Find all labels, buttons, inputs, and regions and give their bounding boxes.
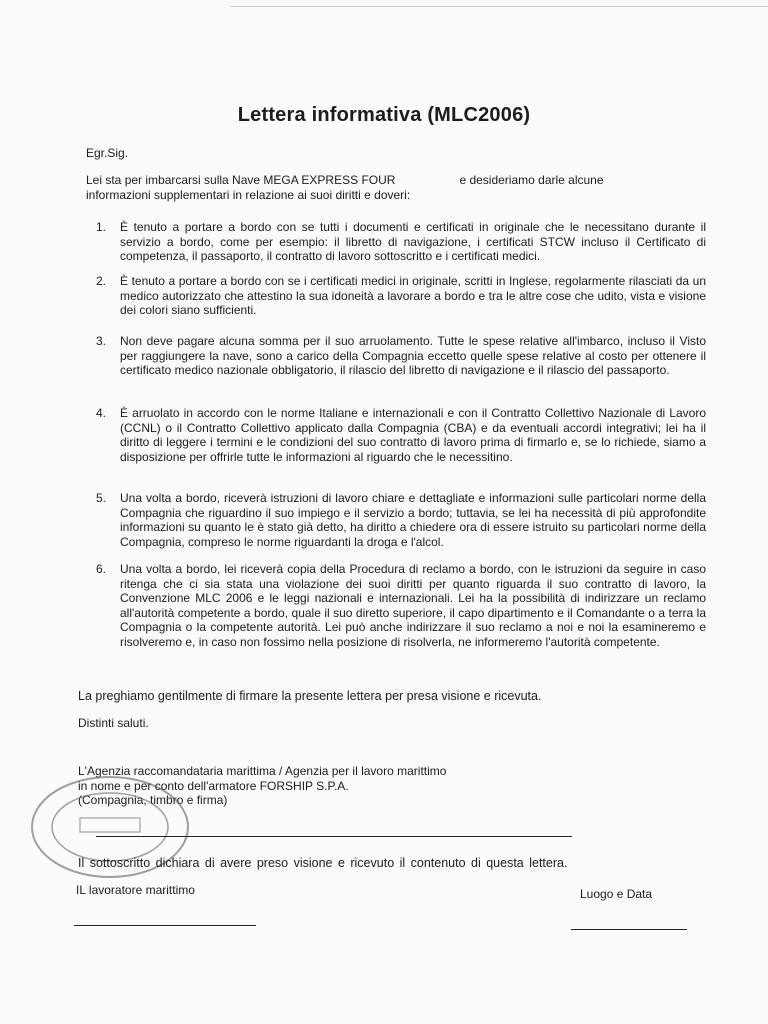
worker-signature-line xyxy=(74,925,256,926)
list-item-text: È tenuto a portare a bordo con se i certificati medici in originale, scritti in Inglese, regolarmente rilasciati da un medico autorizzato che attestino la sua idoneità a lavorare a bordo e tra le altre cose che udito, vista e visione dei colori siano sufficienti. xyxy=(120,274,706,318)
list-item-number: 4. xyxy=(96,406,107,420)
list-item-text: Non deve pagare alcuna somma per il suo arruolamento. Tutte le spese relative all'imbarco, incluso il Visto per raggiungere la nave, sono a carico della Compagnia eccetto quelle spese relative al costo per ottenere il certificato medico nazionale obbligatorio, il rilascio del libretto di navigazione e il rilascio del passaporto. xyxy=(120,334,706,378)
salutation: Egr.Sig. xyxy=(86,146,129,160)
agency-line2: in nome e per conto dell'armatore FORSHIP S.P.A. xyxy=(78,778,349,793)
company-signature-line xyxy=(96,836,572,837)
closing-request: La preghiamo gentilmente di firmare la presente lettera per presa visione e ricevuta. xyxy=(78,689,542,703)
list-item-text: È tenuto a portare a bordo con se tutti i documenti e certificati in originale che le necessitano durante il servizio a bordo, come per esempio: il libretto di navigazione, i certificati STCW incluso il Certificato di competenza, il passaporto, il contratto di lavoro sottoscritto e i certificati medici. xyxy=(120,220,706,264)
agency-line3: (Compagnia, timbro e firma) xyxy=(78,793,228,807)
list-item-number: 6. xyxy=(96,562,107,576)
declaration-text: Il sottoscritto dichiara di avere preso visione e ricevuto il contenuto di questa lettera. xyxy=(78,856,568,870)
agency-block xyxy=(78,764,446,808)
scan-edge-line xyxy=(230,6,768,7)
list-item-number: 5. xyxy=(96,491,107,505)
intro-line2: informazioni supplementari in relazione ai suoi diritti e doveri: xyxy=(86,188,411,202)
place-date-label: Luogo e Data xyxy=(580,887,653,901)
list-item-number: 2. xyxy=(96,274,107,288)
intro-part1: Lei sta per imbarcarsi sulla Nave MEGA EXPRESS FOUR xyxy=(86,173,396,187)
list-item-text: Una volta a bordo, riceverà istruzioni di lavoro chiare e dettagliate e informazioni sulle particolari norme della Compagnia che riguardino il suo impiego e il servizio a bordo; tuttavia, se lei ha necessità di più approfondite informazioni su quanto le è stato già detto, ha diritto a chiedere ora di essere istruito su particolari norme della Compagnia, compreso le norme riguardanti la droga e l'alcol. xyxy=(120,491,706,549)
regards: Distinti saluti. xyxy=(78,716,149,730)
list-item-number: 3. xyxy=(96,334,107,348)
list-item-text: Una volta a bordo, lei riceverà copia della Procedura di reclamo a bordo, con le istruzioni da seguire in caso ritenga che ci sia stata una violazione dei suoi diritti per quanto riguarda il suo contratto di lavoro, la Convenzione MLC 2006 e le leggi nazionali e internazionali. Lei ha la possibilità di indirizzare un reclamo all'autorità competente a bordo, quale il suo diretto superiore, il capo dipartimento e il Comandante o a terra la Compagnia o la competente autorità. Lei può anche indirizzare il suo reclamo a noi e noi la esamineremo e risolveremo e, in caso non fossimo nella posizione di risolverla, ne informeremo l'autorità competente. xyxy=(120,562,706,649)
place-date-line xyxy=(571,929,687,930)
intro-part2: e desideriamo darle alcune xyxy=(459,173,604,187)
intro-paragraph xyxy=(86,173,696,203)
worker-label: IL lavoratore marittimo xyxy=(76,883,195,897)
agency-line1: L'Agenzia raccomandataria marittima / Agenzia per il lavoro marittimo xyxy=(78,764,447,778)
list-item-number: 1. xyxy=(96,220,107,234)
document-title: Lettera informativa (MLC2006) xyxy=(237,104,531,126)
list-item-text: È arruolato in accordo con le norme Italiane e internazionali e con il Contratto Collettivo Nazionale di Lavoro (CCNL) o il Contratto Collettivo applicato dalla Compagnia (CBA) e da eventuali accordi integrativi; lei ha il diritto di leggere i termini e le condizioni del suo contratto di lavoro prima di firmarlo e, se lo richiede, siamo a disposizione per offrirle tutte le informazioni al riguardo che le necessitino. xyxy=(120,406,706,464)
